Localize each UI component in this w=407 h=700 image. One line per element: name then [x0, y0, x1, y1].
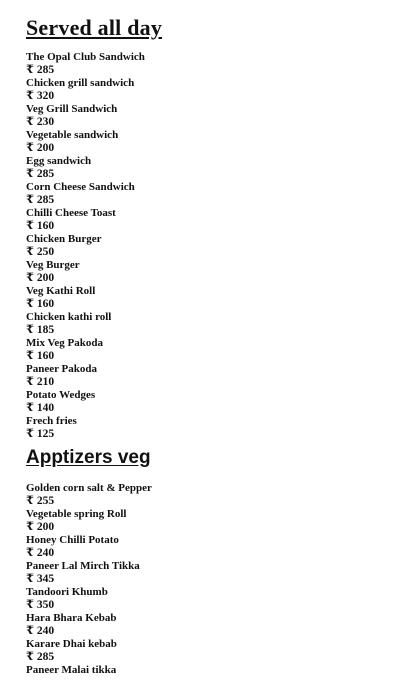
item-name: Chicken grill sandwich: [26, 77, 135, 89]
item-name: The Opal Club Sandwich: [26, 51, 145, 63]
section-apptizers-veg: [26, 445, 396, 677]
item-price: ₹ 200: [26, 142, 55, 154]
item-name: Veg Kathi Roll: [26, 285, 96, 297]
item-price: ₹ 240: [26, 625, 55, 637]
menu-item: [26, 259, 396, 285]
menu-item: [26, 285, 396, 311]
menu-item: [26, 534, 396, 560]
item-price: ₹ 320: [26, 90, 55, 102]
menu-item: [26, 155, 396, 181]
section-title: Served all day: [26, 15, 163, 40]
item-name: Mix Veg Pakoda: [26, 337, 104, 349]
item-price: ₹ 230: [26, 116, 55, 128]
menu-item: [26, 337, 396, 363]
menu-item: [26, 311, 396, 337]
item-name: Egg sandwich: [26, 155, 92, 167]
item-name: Paneer Malai tikka: [26, 664, 117, 676]
item-name: Honey Chilli Potato: [26, 534, 119, 546]
item-name: Hara Bhara Kebab: [26, 612, 117, 624]
menu-item: [26, 77, 396, 103]
section-served-all-day: [26, 14, 396, 441]
menu-item: [26, 207, 396, 233]
item-price: ₹ 250: [26, 246, 55, 258]
item-price: ₹ 285: [26, 651, 55, 663]
item-price: ₹ 285: [26, 64, 55, 76]
menu-item: [26, 129, 396, 155]
item-price: ₹ 160: [26, 350, 55, 362]
menu-item: [26, 664, 396, 677]
item-name: Vegetable spring Roll: [26, 508, 127, 520]
menu-item: [26, 103, 396, 129]
item-name: Paneer Lal Mirch Tikka: [26, 560, 140, 572]
item-name: Paneer Pakoda: [26, 363, 97, 375]
menu-item: [26, 560, 396, 586]
item-price: ₹ 345: [26, 573, 55, 585]
item-name: Veg Burger: [26, 259, 80, 271]
menu-item: [26, 233, 396, 259]
menu-item: [26, 389, 396, 415]
item-price: ₹ 185: [26, 324, 55, 336]
item-name: Golden corn salt & Pepper: [26, 482, 152, 494]
menu-item: [26, 586, 396, 612]
menu-item: [26, 415, 396, 441]
menu-item: [26, 508, 396, 534]
item-price: ₹ 140: [26, 402, 55, 414]
item-price: ₹ 240: [26, 547, 55, 559]
item-price: ₹ 255: [26, 495, 55, 507]
item-price: ₹ 160: [26, 298, 55, 310]
item-price: ₹ 160: [26, 220, 55, 232]
item-name: Frech fries: [26, 415, 77, 427]
item-name: Karare Dhai kebab: [26, 638, 117, 650]
item-name: Potato Wedges: [26, 389, 96, 401]
item-name: Corn Cheese Sandwich: [26, 181, 135, 193]
menu-item: [26, 363, 396, 389]
menu-item: [26, 482, 396, 508]
item-name: Veg Grill Sandwich: [26, 103, 118, 115]
item-price: ₹ 350: [26, 599, 55, 611]
menu-item: [26, 638, 396, 664]
item-price: ₹ 210: [26, 376, 55, 388]
item-price: ₹ 285: [26, 194, 55, 206]
item-name: Tandoori Khumb: [26, 586, 108, 598]
item-name: Vegetable sandwich: [26, 129, 119, 141]
section-title: Apptizers veg: [26, 447, 151, 468]
menu-item: [26, 181, 396, 207]
item-price: ₹ 200: [26, 272, 55, 284]
item-price: ₹ 200: [26, 521, 55, 533]
item-price: ₹ 285: [26, 168, 55, 180]
menu-item: [26, 51, 396, 77]
menu-item-list: [26, 482, 396, 677]
item-name: Chicken Burger: [26, 233, 102, 245]
menu-page: [26, 14, 396, 677]
item-name: Chicken kathi roll: [26, 311, 112, 323]
item-name: Chilli Cheese Toast: [26, 207, 116, 219]
menu-item-list: [26, 51, 396, 441]
item-price: ₹ 125: [26, 428, 55, 440]
menu-item: [26, 612, 396, 638]
